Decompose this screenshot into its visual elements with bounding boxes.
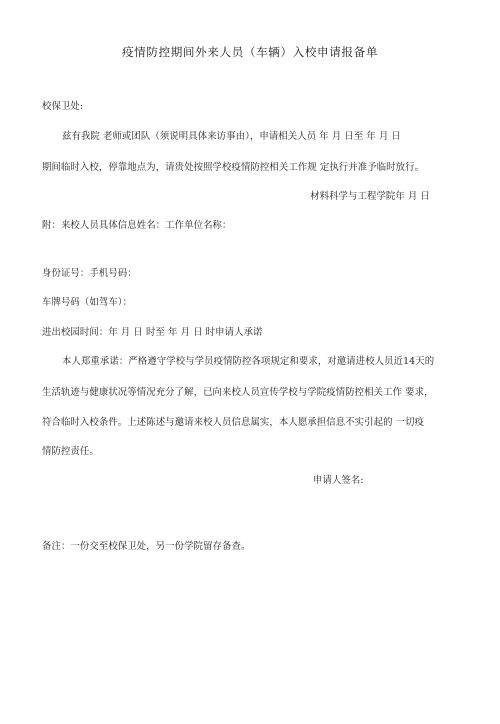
form-title: 疫情防控期间外来人员（车辆）入校申请报备单 — [121, 45, 379, 59]
form-note: 备注：一份交至校保卫处，另一份学院留存备查。 — [42, 541, 251, 552]
body-line-1: 兹有我院 老师或团队（须说明具体来访事由），申请相关人员 年 月 日至 年 月 日 — [62, 131, 402, 142]
entry-time-line: 进出校园时间：年 月 日 时至 年 月 日 时申请人承诺 — [42, 327, 263, 338]
id-phone-line: 身份证号：手机号码： — [42, 268, 137, 279]
attachment-line: 附：来校人员具体信息姓名：工作单位名称： — [42, 220, 232, 231]
pledge-line-4: 情防控责任。 — [42, 446, 99, 457]
body-line-2: 期间临时入校，停靠地点为，请贵处按照学校疫情防控相关工作规 定执行并准予临时放行。 — [42, 162, 425, 173]
addressee: 校保卫处: — [42, 101, 84, 112]
plate-number-line: 车牌号码（如驾车）： — [42, 297, 133, 308]
signature-date-line: 材料科学与工程学院年 月 日 — [310, 191, 430, 202]
pledge-line-3: 符合临时入校条件。上述陈述与邀请来校人员信息属实，本人愿承担信息不实引起的 一切疫 — [42, 417, 425, 428]
pledge-line-2: 生活轨迹与健康状况等情况充分了解，已向来校人员宣传学校与学院疫情防控相关工作 要求， — [42, 387, 434, 398]
applicant-signature: 申请人签名: — [313, 475, 364, 486]
pledge-line-1: 本人郑重承诺：严格遵守学校与学员疫情防控各项规定和要求，对邀请进校人员近14天的 — [62, 356, 435, 367]
